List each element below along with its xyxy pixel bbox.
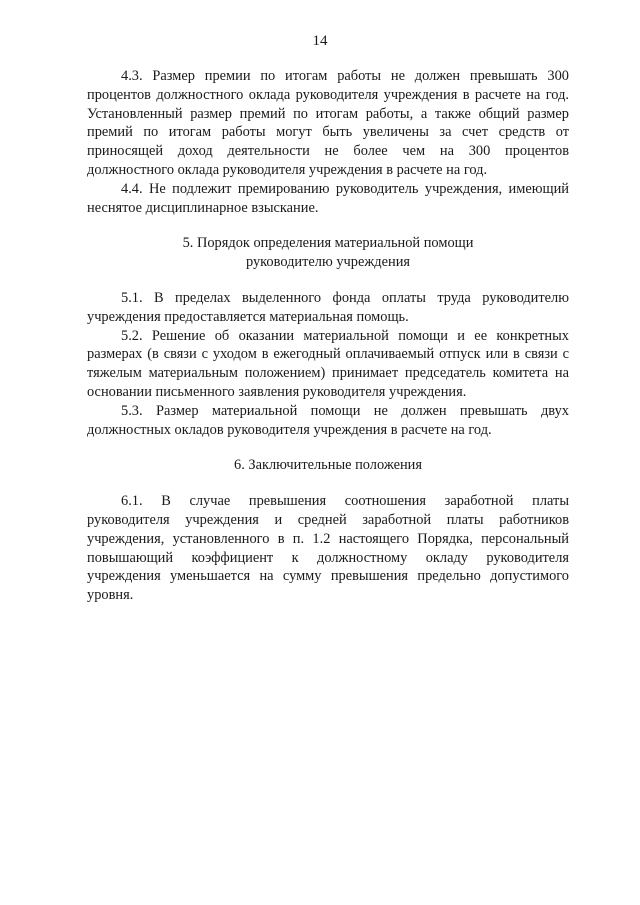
page-number: 14: [312, 33, 328, 49]
paragraph-6-1: 6.1. В случае превышения соотношения заработной платы руководителя учреждения и средней заработной платы работников учреждения, установленного в п. 1.2 настоящего Порядка, персональный повышающий коэффициент к должностному окладу руководителя учреждения уменьшается на сумму превышения предельно допустимого уровня.: [87, 493, 569, 604]
section-5-heading-line-1: 5. Порядок определения материальной помощи: [182, 235, 474, 252]
paragraph-5-3: 5.3. Размер материальной помощи не должен превышать двух должностных окладов руководителя учреждения в расчете на год.: [87, 402, 569, 438]
document-body: [87, 67, 569, 605]
paragraph-5-2: 5.2. Решение об оказании материальной помощи и ее конкретных размерах (в связи с уходом в ежегодный оплачиваемый отпуск или в связи с тяжелым материальным положением) принимает председатель комитета на основании письменного заявления руководителя учреждения.: [87, 327, 569, 400]
paragraph-5-1: 5.1. В пределах выделенного фонда оплаты труда руководителю учреждения предоставляется материальная помощь.: [87, 289, 569, 325]
section-6-heading: 6. Заключительные положения: [234, 457, 422, 474]
paragraph-4-3: 4.3. Размер премии по итогам работы не должен превышать 300 процентов должностного оклада руководителя учреждения в расчете на год. Установленный размер премий по итогам работы, а также общий размер премий по итогам работы могут быть увеличены за счет средств от приносящей доход деятельности не более чем на 300 процентов должностного оклада руководителя учреждения в расчете на год.: [87, 68, 569, 178]
paragraph-4-4: 4.4. Не подлежит премированию руководитель учреждения, имеющий неснятое дисциплинарное взыскание.: [87, 180, 569, 216]
section-5-heading: [87, 234, 569, 272]
section-5-heading-line-2: руководителю учреждения: [245, 254, 411, 271]
